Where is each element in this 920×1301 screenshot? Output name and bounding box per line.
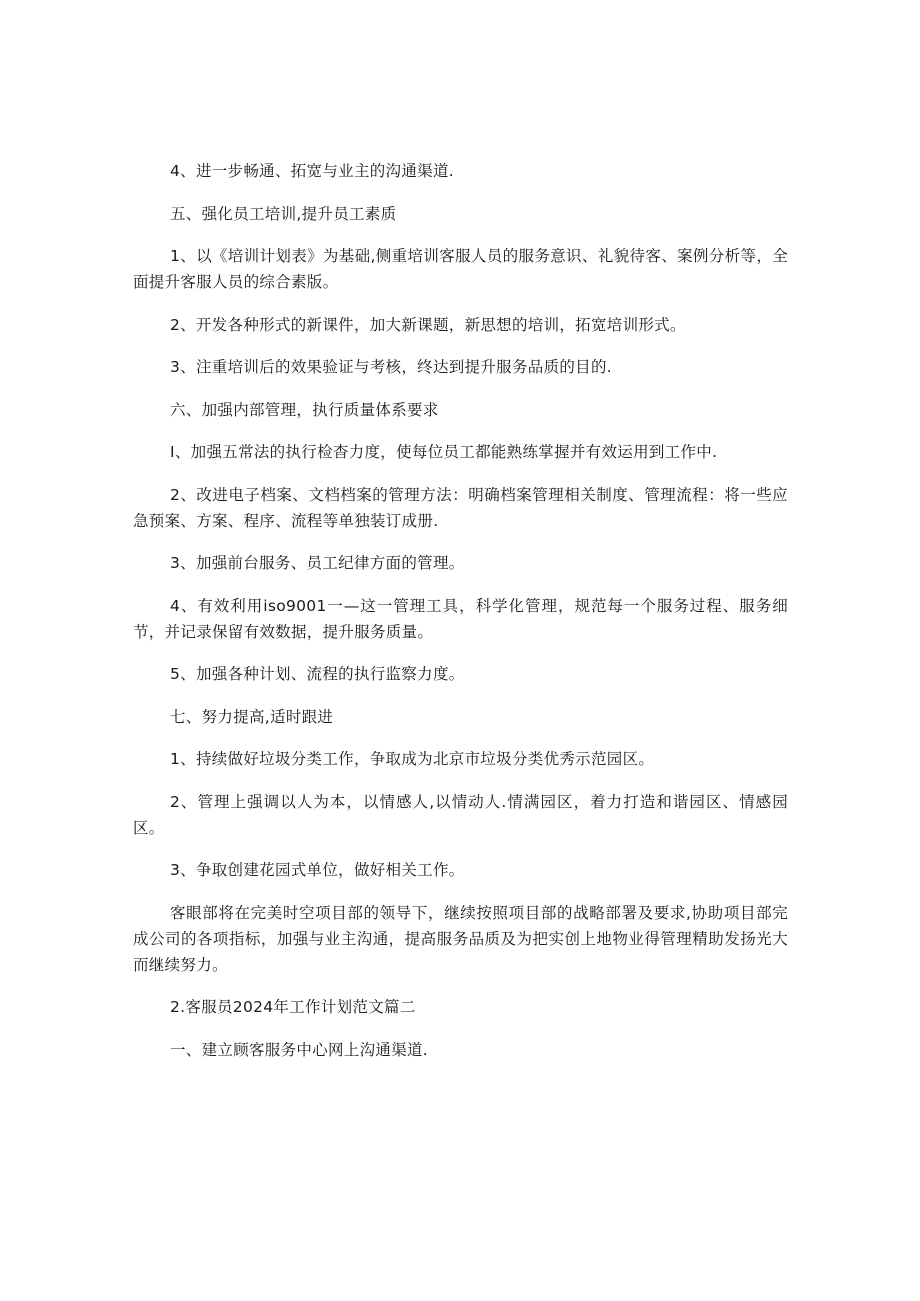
paragraph-item-6-3: 3、加强前台服务、员工纪律方面的管理。 (170, 554, 465, 572)
paragraph-item-7-2: 2、管理上强调以人为本，以情感人,以情动人.情满园区，着力打造和谐园区、情感园区。 (133, 792, 788, 837)
paragraph-item-4: 4、进一步畅通、拓宽与业主的沟通渠道. (170, 162, 454, 180)
section-heading-6: 六、加强内部管理，执行质量体系要求 (170, 400, 439, 419)
paragraph-item-6-5: 5、加强各种计划、流程的执行监察力度。 (170, 665, 465, 683)
article-title-2: 2.客服员2024年工作计划范文篇二 (170, 998, 416, 1016)
paragraph-item-7-3: 3、争取创建花园式单位，做好相关工作。 (170, 861, 465, 879)
section-heading-5: 五、强化员工培训,提升员工素质 (170, 204, 397, 223)
document-body (133, 158, 788, 1079)
section-heading-7: 七、努力提高,适时跟进 (170, 707, 334, 726)
paragraph-item-5-2: 2、开发各种形式的新课件，加大新课题，新思想的培训，拓宽培训形式。 (170, 315, 686, 334)
section-heading-1: 一、建立顾客服务中心网上沟通渠道. (170, 1040, 429, 1059)
paragraph-item-7-1: 1、持续做好垃圾分类工作，争取成为北京市垃圾分类优秀示范园区。 (170, 750, 655, 768)
paragraph-item-5-3: 3、注重培训后的效果验证与考核，终达到提升服务品质的目的. (170, 358, 612, 376)
closing-paragraph: 客眼部将在完美时空项目部的领导下，继续按照项目部的战略部署及要求,协助项目部完成公司的各项指标，加强与业主沟通，提高服务品质及为把实创上地物业得管理精助发扬光大而继续努力。 (133, 903, 788, 974)
paragraph-item-6-1: I、加强五常法的执行检杳力度，使每位员工都能熟练掌握并有效运用到工作中. (170, 443, 718, 461)
paragraph-item-5-1: 1、以《培训计划表》为基础,侧重培训客服人员的服务意识、礼貌待客、案例分析等，全面提升客服人员的综合素版。 (133, 247, 788, 291)
paragraph-item-6-4: 4、有效利用iso9001一—这一管理工具，科学化管理，规范每一个服务过程、服务细节，并记录保留有效数据，提升服务质量。 (133, 596, 788, 641)
paragraph-item-6-2: 2、改进电子档案、文档档案的管理方法：明确档案管理相关制度、管理流程：将一些应急预案、方案、程序、流程等单独装订成册. (133, 485, 788, 530)
